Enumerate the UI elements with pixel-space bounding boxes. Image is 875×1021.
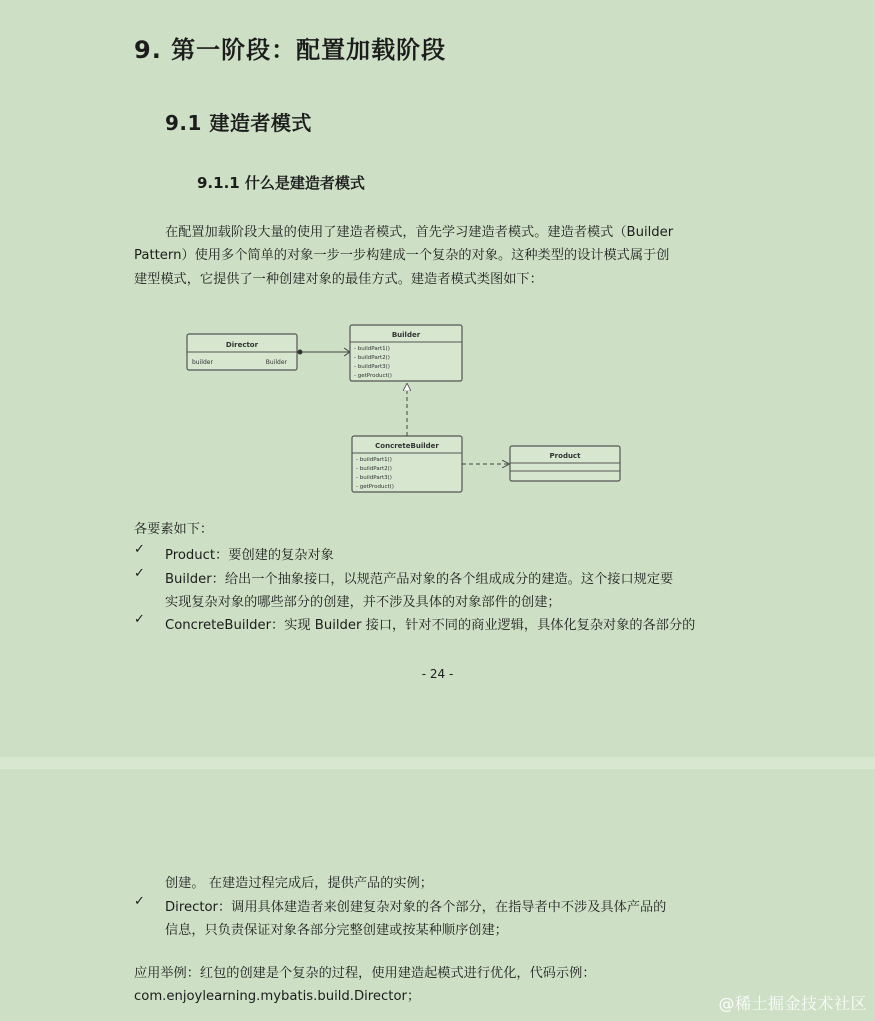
builder-method: - buildPart1() xyxy=(354,346,390,352)
continuation-line: 创建。 在建造过程完成后，提供产品的实例； xyxy=(165,876,433,891)
check-icon: ✓ xyxy=(134,612,145,627)
example-code: com.enjoylearning.mybatis.build.Director； xyxy=(134,989,421,1004)
example-label: 应用举例：红包的创建是个复杂的过程，使用建造起模式进行优化，代码示例： xyxy=(134,966,596,981)
concrete-method: - buildPart3() xyxy=(356,475,392,481)
concrete-method: - buildPart1() xyxy=(356,457,392,463)
watermark: @稀土掘金技术社区 xyxy=(718,994,867,1013)
intro-line-3: 建型模式，它提供了一种创建对象的最佳方式。建造者模式类图如下： xyxy=(134,272,543,287)
check-icon: ✓ xyxy=(134,894,145,909)
concrete-builder-name: ConcreteBuilder xyxy=(375,442,439,450)
director-class xyxy=(187,334,297,370)
page-number: - 24 - xyxy=(421,667,454,681)
item-builder-line2: 实现复杂对象的哪些部分的创建，并不涉及具体的对象部件的创建； xyxy=(165,595,561,610)
item-builder-line1: Builder：给出一个抽象接口，以规范产品对象的各个组成成分的建造。这个接口规定要 xyxy=(165,572,674,587)
item-director-line1: Director：调用具体建造者来创建复杂对象的各个部分，在指导者中不涉及具体产品的 xyxy=(165,900,667,915)
aggregation-dot xyxy=(298,350,303,355)
builder-method: - getProduct() xyxy=(354,373,392,379)
product-name: Product xyxy=(549,452,581,460)
builder-method: - buildPart3() xyxy=(354,364,390,370)
heading-1: 9. 第一阶段：配置加载阶段 xyxy=(134,36,447,64)
director-name: Director xyxy=(225,341,259,349)
item-product: Product：要创建的复杂对象 xyxy=(165,548,334,563)
heading-2: 9.1 建造者模式 xyxy=(165,111,312,135)
builder-name: Builder xyxy=(391,331,421,339)
director-attr-right: Builder xyxy=(265,359,287,366)
item-concrete-line1: ConcreteBuilder：实现 Builder 接口，针对不同的商业逻辑，具体化复杂对象的各部分的 xyxy=(165,618,696,633)
intro-line-1: 在配置加载阶段大量的使用了建造者模式，首先学习建造者模式。建造者模式（Builder xyxy=(165,225,674,240)
product-class xyxy=(510,446,620,481)
concrete-builder-class xyxy=(352,436,462,492)
elements-title: 各要素如下： xyxy=(134,522,214,537)
intro-line-2: Pattern）使用多个简单的对象一步一步构建成一个复杂的对象。这种类型的设计模式属于创 xyxy=(134,248,670,263)
director-attr-left: builder xyxy=(192,359,213,366)
check-icon: ✓ xyxy=(134,542,145,557)
check-icon: ✓ xyxy=(134,566,145,581)
builder-class xyxy=(350,325,462,381)
concrete-method: - getProduct() xyxy=(356,484,394,490)
builder-method: - buildPart2() xyxy=(354,355,390,361)
item-director-line2: 信息，只负责保证对象各部分完整创建或按某种顺序创建； xyxy=(165,923,508,938)
concrete-method: - buildPart2() xyxy=(356,466,392,472)
heading-3: 9.1.1 什么是建造者模式 xyxy=(197,174,365,192)
